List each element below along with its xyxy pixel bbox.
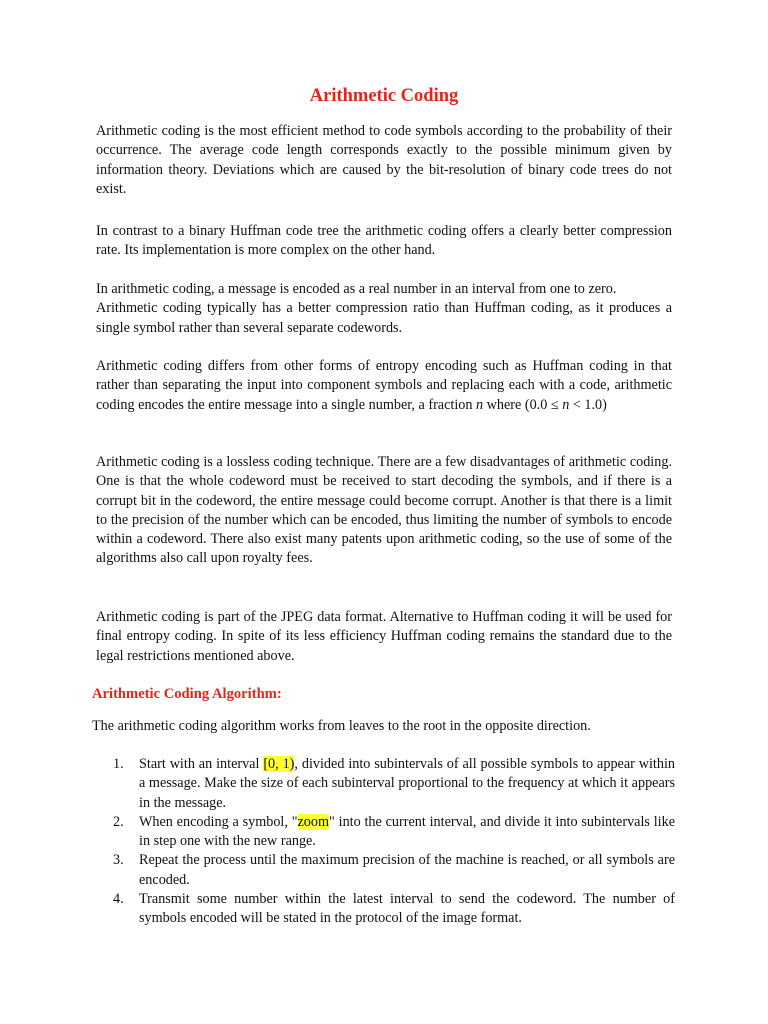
entropy-text-c: < 1.0) bbox=[569, 396, 607, 413]
paragraph-real-number-rest: Arithmetic coding typically has a better compression ratio than Huffman coding, as it produces a single symbol rather than several separate codewords. bbox=[96, 300, 672, 336]
list-item bbox=[113, 755, 676, 813]
paragraph-real-number-line-1: In arithmetic coding, a message is encoded as a real number in an interval from one to zero. bbox=[96, 281, 617, 297]
list-item-number: 4. bbox=[113, 891, 124, 908]
paragraph-efficiency: Arithmetic coding is the most efficient method to code symbols according to the probability of their occurrence. The average code length corresponds exactly to the possible minimum given by information theory. Deviations which are caused by the bit-resolution of binary code trees do not exist. bbox=[96, 123, 672, 197]
paragraph-entropy-encoding bbox=[96, 357, 672, 415]
algorithm-intro: The arithmetic coding algorithm works from leaves to the root in the opposite direction. bbox=[92, 718, 591, 734]
step-text-after: " into the current interval, and divide it into subintervals like in step one with the new range. bbox=[139, 813, 676, 850]
algorithm-heading: Arithmetic Coding Algorithm: bbox=[92, 686, 282, 702]
fraction-n-symbol: n bbox=[476, 396, 484, 413]
algorithm-steps-list bbox=[0, 755, 675, 929]
list-item-number: 1. bbox=[113, 756, 124, 772]
paragraph-disadvantages: Arithmetic coding is a lossless coding technique. There are a few disadvantages of arithmetic coding. One is that the whole codeword must be received to start decoding the symbols, and if there is a corrupt bit in the codeword, the entire message could become corrupt. Another is that there is a limit to the precision of the number which can be encoded, thus limiting the number of symbols to encode within a codeword. There also exist many patents upon arithmetic coding, so the use of some of the algorithms also call upon royalty fees. bbox=[96, 454, 672, 567]
highlighted-zoom: zoom bbox=[297, 813, 330, 830]
step-text: Transmit some number within the latest interval to send the codeword. The number of symbols encoded will be stated in the protocol of the image format. bbox=[139, 891, 675, 927]
fraction-n-symbol-2: n bbox=[562, 396, 570, 413]
highlighted-interval: [0, 1) bbox=[263, 756, 295, 772]
step-text-after: , divided into subintervals of all possible symbols to appear within a message. Make the size of each subinterval proportional to the frequency at which it appears in the message. bbox=[139, 756, 676, 811]
step-text: Repeat the process until the maximum precision of the machine is reached, or all symbols are encoded. bbox=[139, 852, 675, 888]
entropy-text-b: where (0.0 ≤ bbox=[483, 396, 563, 413]
step-text-before: When encoding a symbol, " bbox=[139, 813, 298, 830]
entropy-text-a: Arithmetic coding differs from other forms of entropy encoding such as Huffman coding in that rather than separating the input into component symbols and replacing each with a code, arithmetic coding encodes the entire message into a single number, a fraction bbox=[96, 358, 672, 413]
paragraph-huffman-comparison: In contrast to a binary Huffman code tree the arithmetic coding offers a clearly better compression rate. Its implementation is more complex on the other hand. bbox=[96, 223, 672, 259]
list-item-number: 2. bbox=[113, 813, 124, 830]
list-item-number: 3. bbox=[113, 852, 124, 869]
paragraph-real-number bbox=[96, 280, 672, 338]
list-item bbox=[113, 890, 675, 929]
paragraph-jpeg: Arithmetic coding is part of the JPEG data format. Alternative to Huffman coding it will be used for final entropy coding. In spite of its less efficiency Huffman coding remains the standard due to the legal restrictions mentioned above. bbox=[96, 609, 672, 664]
list-item bbox=[113, 851, 675, 890]
page-title: Arithmetic Coding bbox=[309, 86, 459, 106]
list-item bbox=[113, 813, 676, 852]
step-text-before: Start with an interval bbox=[139, 756, 264, 772]
